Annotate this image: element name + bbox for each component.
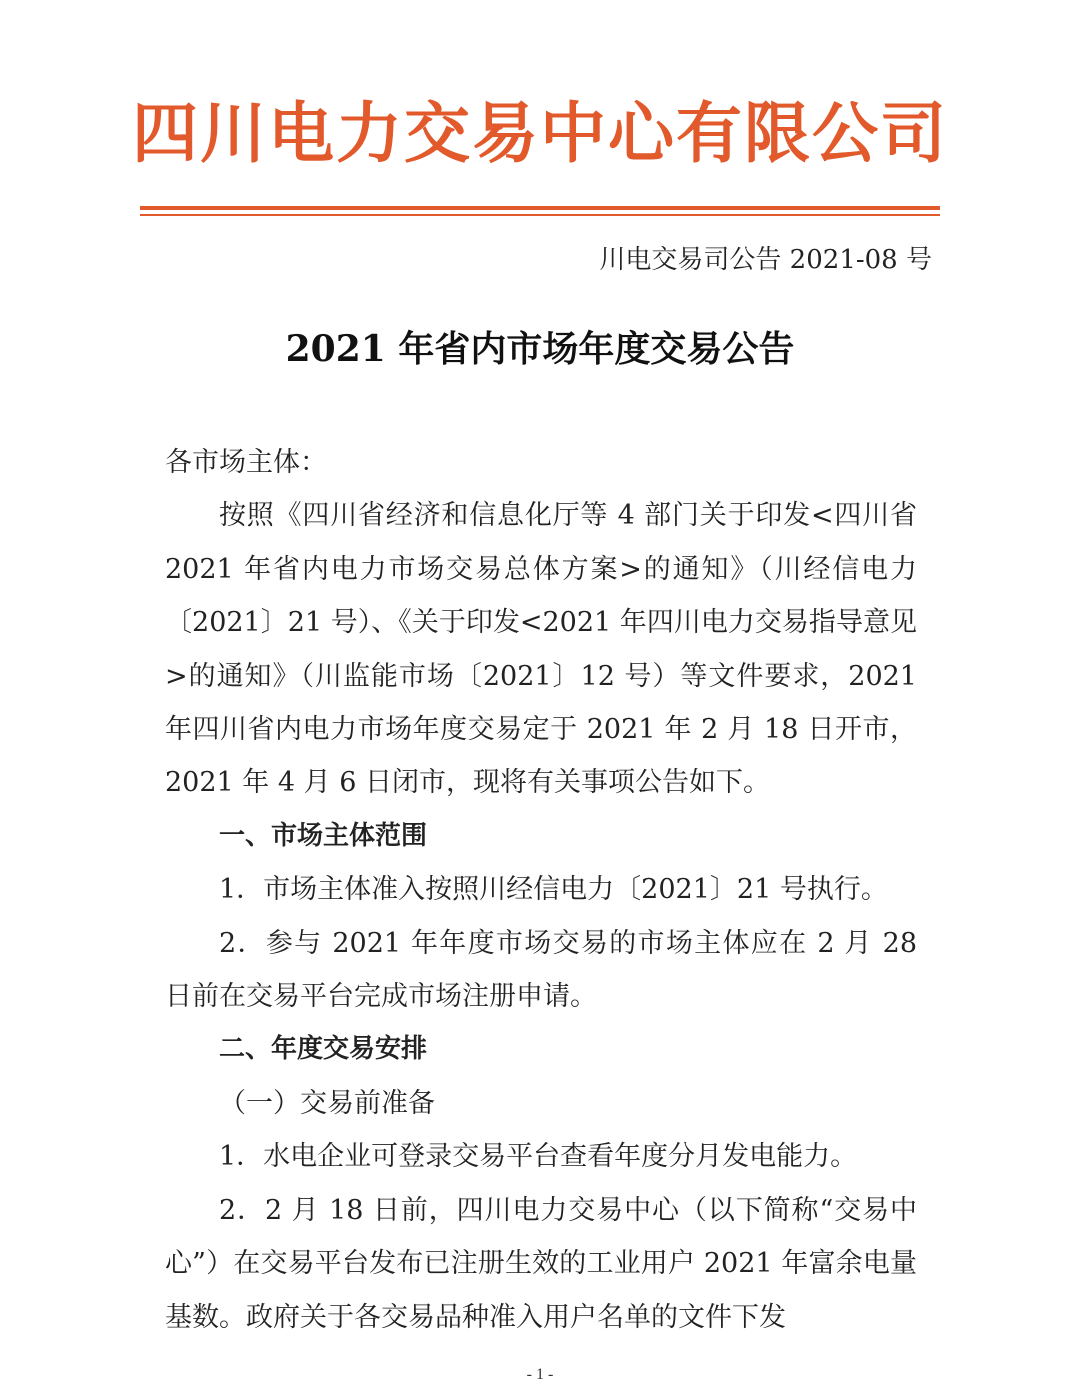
list-item: 2．参与 2021 年年度市场交易的市场主体应在 2 月 28 日前在交易平台完成市场注册申请。 [165,927,917,1013]
subsection-heading-preparation: （一）交易前准备 [219,1087,435,1119]
list-item: 2．2 月 18 日前，四川电力交易中心（以下简称“交易中心”）在交易平台发布已注册生效的工业用户 2021 年富余电量基数。政府关于各交易品种准入用户名单的文件下发 [165,1194,917,1333]
letterhead-rule-thick [140,206,940,210]
letterhead-rule-thin [140,214,940,216]
intro-paragraph: 按照《四川省经济和信息化厅等 4 部门关于印发<四川省 2021 年省内电力市场交易总体方案>的通知》（川经信电力〔2021〕21 号）、《关于印发<2021 年四川电力交易指导意见>的通知》（川监能市场〔2021〕12 号）等文件要求，2021 年四川省内电力市场年度交易定于 2021 年 2 月 18 日开市，2021 年 4 月 6 日闭市，现将有关事项公告如下。 [165,500,917,799]
document-title: 2021 年省内市场年度交易公告 [285,328,795,370]
page-number: - 1 - [526,1366,554,1383]
document-body [165,436,917,1344]
section-heading-market-scope: 一、市场主体范围 [219,820,428,851]
section-heading-annual-arrangement: 二、年度交易安排 [219,1034,428,1065]
salutation: 各市场主体： [165,447,327,478]
list-item: 1．水电企业可登录交易平台查看年度分月发电能力。 [219,1141,858,1173]
document-number: 川电交易司公告 2021-08 号 [599,245,932,275]
list-item: 1．市场主体准入按照川经信电力〔2021〕21 号执行。 [219,874,888,906]
organization-letterhead: 四川电力交易中心有限公司 [132,94,948,172]
